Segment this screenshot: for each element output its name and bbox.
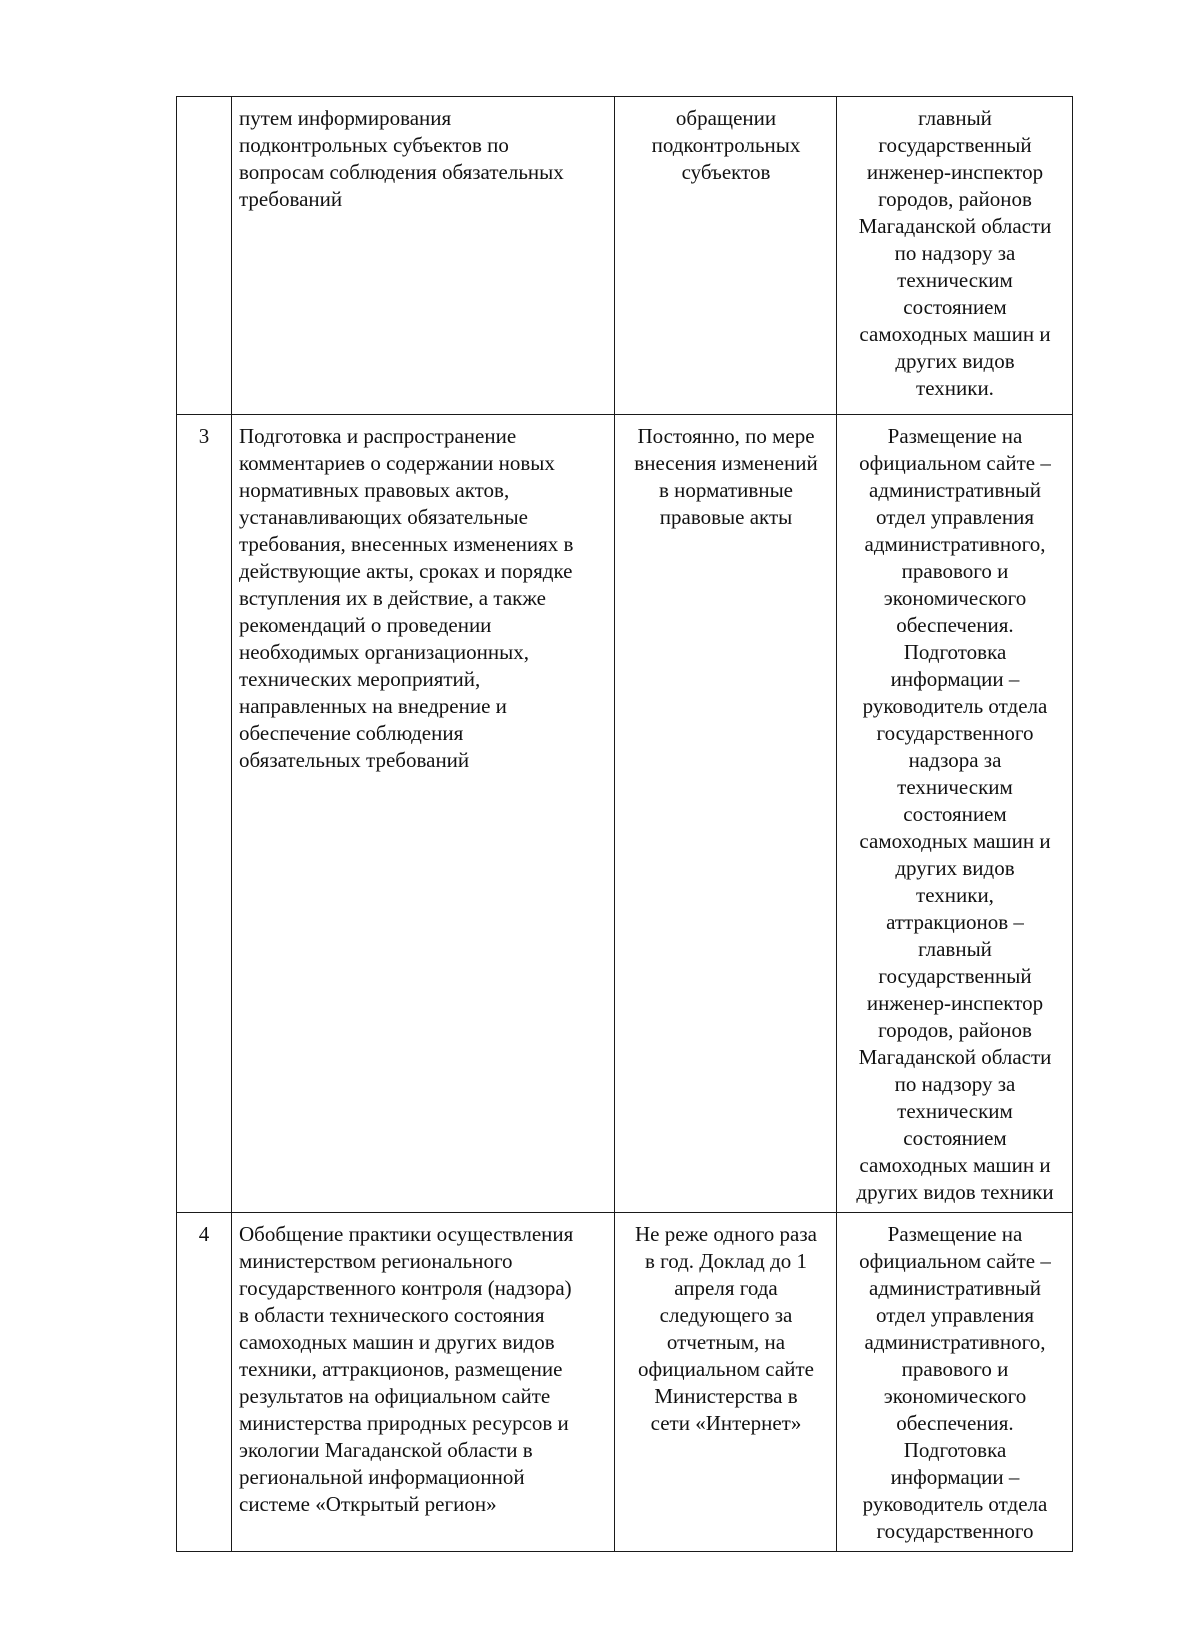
term-cell: Не реже одного раза в год. Доклад до 1 апреля года следующего за отчетным, на официальном сайте Министерства в сети «Интернет» — [615, 1213, 837, 1552]
responsible-cell: Размещение на официальном сайте – административный отдел управления административного, правового и экономического обеспечения. Подготовка информации – руководитель отдела государственного — [837, 1213, 1073, 1552]
responsible-cell: Размещение на официальном сайте – административный отдел управления административного, правового и экономического обеспечения. Подготовка информации – руководитель отдела государственного надзора за техническим состоянием самоходных машин и других видов техники, аттракционов – главный государственный инженер-инспектор городов, районов Магаданской области по надзору за техническим состоянием самоходных машин и других видов техники — [837, 415, 1073, 1213]
action-cell: Обобщение практики осуществления министерством регионального государственного контроля (надзора) в области технического состояния самоходных машин и других видов техники, аттракционов, размещение результатов на официальном сайте министерства природных ресурсов и экологии Магаданской области в региональной информационной системе «Открытый регион» — [232, 1213, 615, 1552]
action-cell: путем информирования подконтрольных субъектов по вопросам соблюдения обязательных требований — [232, 97, 615, 415]
plan-table — [176, 96, 1073, 1552]
table-row — [177, 97, 1073, 415]
term-cell: Постоянно, по мере внесения изменений в нормативные правовые акты — [615, 415, 837, 1213]
row-number-cell: 3 — [177, 415, 232, 1213]
table-row — [177, 415, 1073, 1213]
action-cell: Подготовка и распространение комментариев о содержании новых нормативных правовых актов, устанавливающих обязательные требования, внесенных изменениях в действующие акты, сроках и порядке вступления их в действие, а также рекомендаций о проведении необходимых организационных, технических мероприятий, направленных на внедрение и обеспечение соблюдения обязательных требований — [232, 415, 615, 1213]
row-number-cell — [177, 97, 232, 415]
term-cell: обращении подконтрольных субъектов — [615, 97, 837, 415]
table-row — [177, 1213, 1073, 1552]
responsible-cell: главный государственный инженер-инспектор городов, районов Магаданской области по надзору за техническим состоянием самоходных машин и других видов техники. — [837, 97, 1073, 415]
row-number-cell: 4 — [177, 1213, 232, 1552]
